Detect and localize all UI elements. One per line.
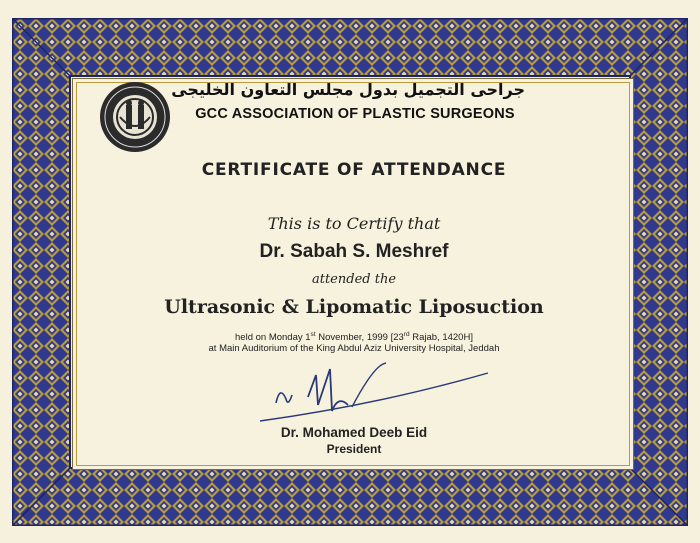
- recipient-name: Dr. Sabah S. Meshref: [259, 241, 449, 262]
- course-title: Ultrasonic & Lipomatic Liposuction: [164, 296, 544, 318]
- signer-name: Dr. Mohamed Deeb Eid: [280, 425, 428, 440]
- handwritten-signature: [256, 355, 496, 430]
- event-venue: at Main Auditorium of the King Abdul Aziz University Hospital, Jeddah: [208, 343, 500, 354]
- arabic-association-name: جراحى التجميل بدول مجلس التعاون الخليجى: [171, 80, 525, 99]
- attended-line: attended the: [311, 272, 397, 287]
- association-name: GCC ASSOCIATION OF PLASTIC SURGEONS: [195, 106, 515, 122]
- signer-title: President: [326, 442, 382, 456]
- certificate-heading: CERTIFICATE OF ATTENDANCE: [201, 160, 507, 180]
- association-seal-icon: [98, 80, 172, 154]
- event-date: held on Monday 1st November, 1999 [23rd Rajab, 1420H]: [235, 331, 473, 344]
- certify-line: This is to Certify that: [267, 214, 441, 233]
